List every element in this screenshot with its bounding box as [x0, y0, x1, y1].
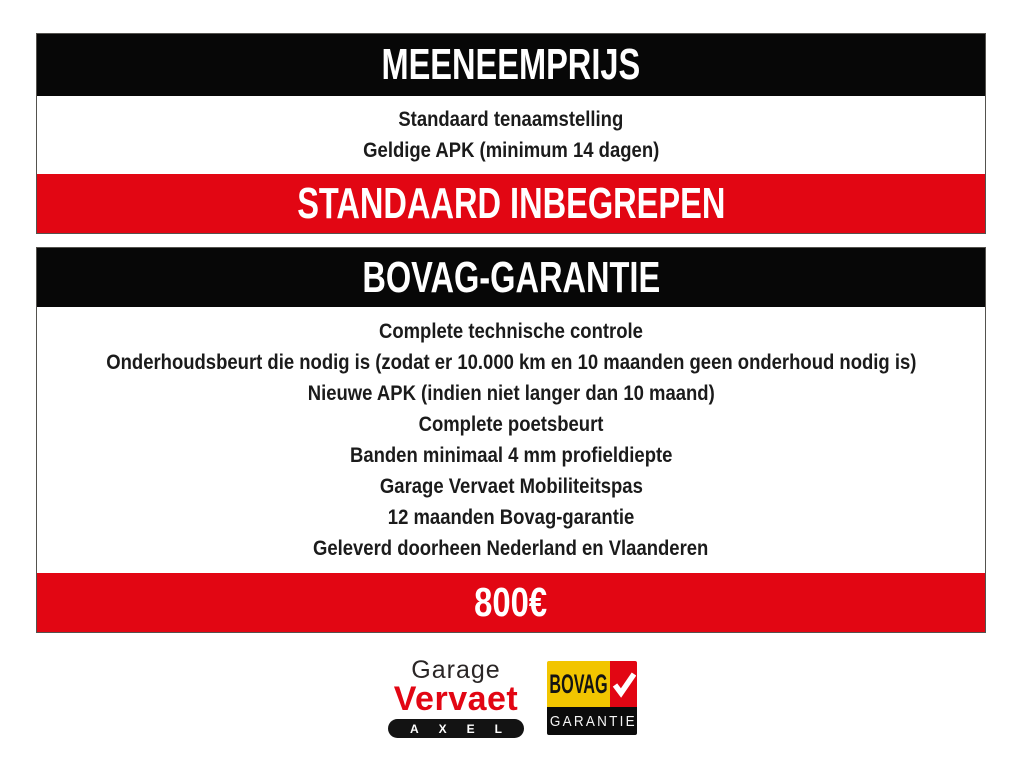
list-item-text: Banden minimaal 4 mm profieldiepte [349, 444, 673, 467]
garage-vervaet-axel-label: AXEL [409, 721, 522, 736]
list-item-text: Onderhoudsbeurt die nodig is (zodat er 10.000 km en 10 maanden geen onderhoud nodig is) [105, 351, 917, 374]
list-item [37, 135, 985, 166]
bovag-garantie-title: BOVAG-GARANTIE [362, 252, 660, 302]
garage-vervaet-logo-top: Garage [411, 656, 501, 684]
list-item [37, 316, 985, 347]
list-item-text: Nieuwe APK (indien niet langer dan 10 maand) [307, 382, 715, 405]
price-value: 800€ [474, 579, 548, 625]
bovag-garantie-label: GARANTIE [549, 712, 637, 730]
list-item-text: Complete poetsbeurt [418, 413, 604, 436]
list-item [37, 347, 985, 378]
list-item [37, 409, 985, 440]
bovag-garantie-section [36, 247, 986, 633]
bovag-garantie-logo [547, 661, 637, 735]
standaard-inbegrepen-banner [37, 174, 985, 233]
list-item-text: Garage Vervaet Mobiliteitspas [379, 475, 643, 498]
price-banner [37, 573, 985, 632]
list-item-text: Geleverd doorheen Nederland en Vlaanderen [313, 537, 709, 560]
list-item [37, 440, 985, 471]
bovag-garantie-header-bar [37, 248, 985, 307]
meeneemprijs-item-list [37, 96, 985, 174]
bovag-logo-red-cell [610, 661, 637, 707]
bovag-logo-yellow-cell [547, 661, 610, 707]
footer-logos [0, 656, 1024, 740]
bovag-garantie-item-list [37, 307, 985, 573]
bovag-brand-label: BOVAG [549, 668, 608, 699]
garage-vervaet-logo-name: Vervaet [393, 680, 519, 718]
list-item [37, 104, 985, 135]
meeneemprijs-section [36, 33, 986, 234]
list-item-text: Complete technische controle [379, 320, 643, 343]
list-item-text: Standaard tenaamstelling [398, 108, 624, 131]
meeneemprijs-title: MEENEEMPRIJS [381, 40, 641, 89]
bovag-logo-top [547, 661, 637, 707]
meeneemprijs-header-bar [37, 34, 985, 96]
list-item [37, 471, 985, 502]
list-item-text: Geldige APK (minimum 14 dagen) [362, 139, 660, 162]
garage-vervaet-logo [387, 658, 525, 738]
list-item [37, 533, 985, 564]
list-item-text: 12 maanden Bovag-garantie [387, 506, 635, 529]
list-item [37, 378, 985, 409]
list-item [37, 502, 985, 533]
standaard-inbegrepen-label: STANDAARD INBEGREPEN [296, 178, 726, 228]
garage-vervaet-axel-badge [388, 719, 524, 738]
bovag-logo-bottom-bar [547, 707, 637, 735]
checkmark-icon [612, 670, 636, 698]
